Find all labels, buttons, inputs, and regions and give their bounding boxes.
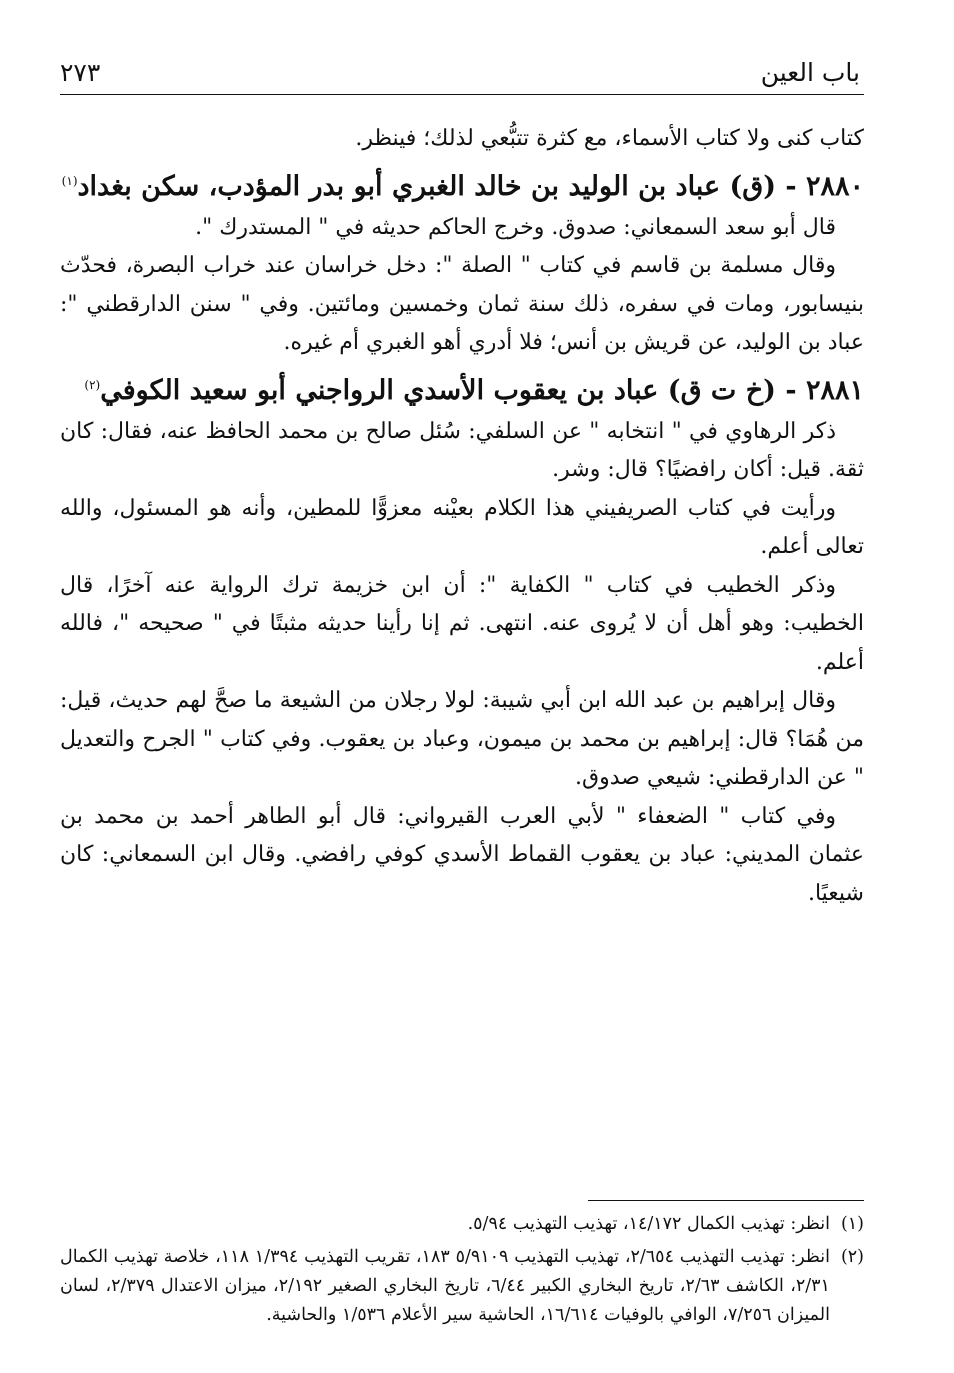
footnote (60, 1243, 864, 1330)
paragraph: ورأيت في كتاب الصريفيني هذا الكلام بعيْنه معزوًّا للمطين، وأنه هو المسئول، والله تعالى أعلم. (60, 495, 864, 559)
page-header (60, 50, 864, 92)
paragraph: وقال إبراهيم بن عبد الله ابن أبي شيبة: لولا رجلان من الشيعة ما صحَّ لهم حديث، قيل: من هُمَا؟ قال: إبراهيم بن محمد بن ميمون، وعباد بن يعقوب. وفي كتاب " الجرح والتعديل " عن الدارقطني: شيعي صدوق. (60, 688, 864, 790)
running-title: باب العين (760, 58, 860, 87)
header-rule (60, 94, 864, 95)
footnote-ref: (١) (61, 173, 78, 188)
footnote-text: انظر: تهذيب الكمال ١٤/١٧٢، تهذيب التهذيب ٥/٩٤. (467, 1214, 830, 1234)
footnote-mark: (٢) (840, 1247, 864, 1267)
book-page (60, 50, 864, 1325)
paragraph: وذكر الخطيب في كتاب " الكفاية ": أن ابن خزيمة ترك الرواية عنه آخرًا، قال الخطيب: وهو أهل أن لا يُروى عنه. انتهى. ثم إنا رأينا حديثه مثبتًا في " صحيحه "، فالله أعلم. (60, 572, 864, 675)
paragraph: كتاب كنى ولا كتاب الأسماء، مع كثرة تتبُّعي لذلك؛ فينظر. (355, 126, 864, 151)
paragraph: وفي كتاب " الضعفاء " لأبي العرب القيرواني: قال أبو الطاهر أحمد بن محمد بن عثمان المديني: عباد بن يعقوب القماط الأسدي كوفي رافضي. وقال ابن السمعاني: كان شيعيًا. (60, 803, 864, 906)
entry-number: ٢٨٨١ - (785, 374, 864, 406)
footnote (60, 1210, 864, 1239)
main-text (60, 120, 864, 913)
paragraph: ذكر الرهاوي في " انتخابه " عن السلفي: سُئل صالح بن محمد الحافظ عنه، فقال: كان ثقة. قيل: أكان رافضيًا؟ قال: وشر. (60, 418, 864, 482)
paragraph: قال أبو سعد السمعاني: صدوق. وخرج الحاكم حديثه في " المستدرك ". (195, 214, 836, 240)
footnote-text: انظر: تهذيب التهذيب ٢/٦٥٤، تهذيب التهذيب ٥/٩١٠٩ ١٨٣، تقريب التهذيب ١/٣٩٤ ١١٨، خلاصة تهذيب الكمال ٢/٣١، الكاشف ٢/٦٣، تاريخ البخاري الكبير ٦/٤٤، تاريخ البخاري الصغير ٢/١٩٢، ميزان الاعتدال ٢/٣٧٩، لسان الميزان ٧/٢٥٦، الوافي بالوفيات ١٦/٦١٤، الحاشية سير الأعلام ١/٥٣٦ والحاشية. (60, 1247, 830, 1325)
paragraph: وقال مسلمة بن قاسم في كتاب " الصلة ": دخل خراسان عند خراب البصرة، فحدّث بنيسابور، ومات في سفره، ذلك سنة ثمان وخمسين ومائتين. وفي " سنن الدارقطني ": عباد بن الوليد، عن قريش بن أنس؛ فلا أدري أهو الغبري أم غيره. (60, 253, 864, 355)
entry-title: (خ ت ق) عباد بن يعقوب الأسدي الرواجني أبو سعيد الكوفي (100, 374, 776, 406)
entry-title: (ق) عباد بن الوليد بن خالد الغبري أبو بدر المؤدب، سكن بغداد (77, 170, 776, 202)
entry-number: ٢٨٨٠ - (785, 170, 864, 202)
entry-heading-2881 (60, 363, 864, 413)
entry-heading-2880 (60, 159, 864, 209)
footnote-rule (588, 1200, 864, 1201)
page-number: ٢٧٣ (60, 58, 101, 87)
footnotes (60, 1210, 864, 1330)
footnote-mark: (١) (840, 1214, 864, 1234)
footnote-ref: (٢) (84, 377, 101, 392)
